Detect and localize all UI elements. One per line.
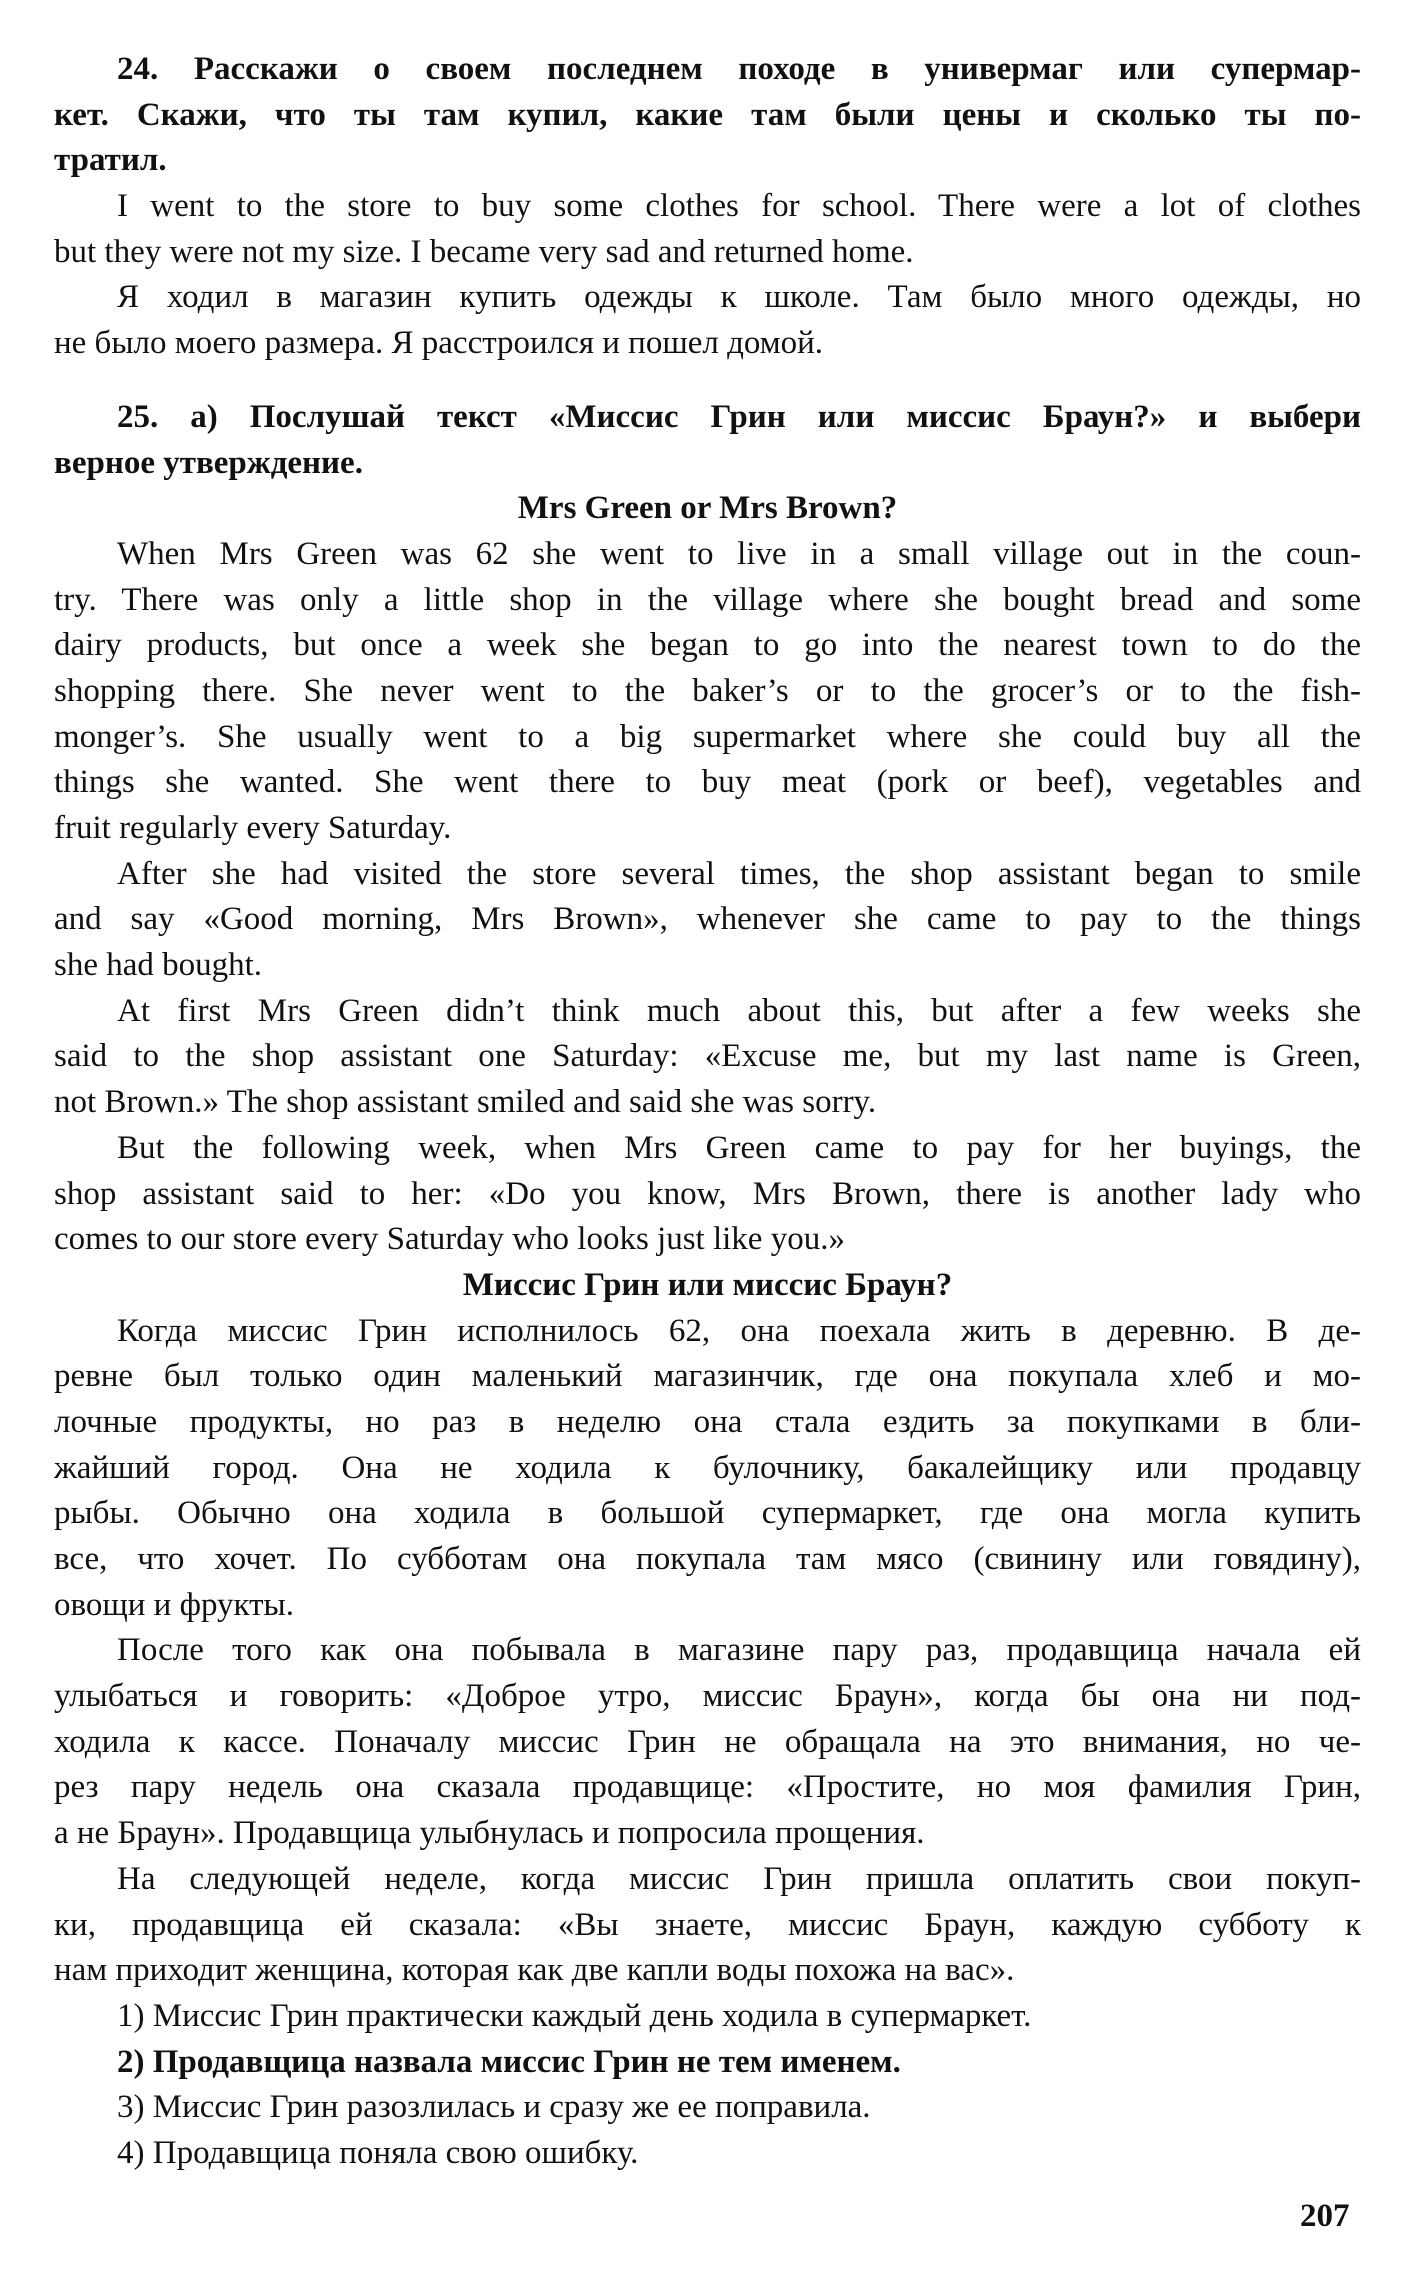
text-line: не было моего размера. Я расстроился и пошел домой. <box>54 325 824 362</box>
text-line: 2) Продавщица назвала миссис Грин не тем именем. <box>117 2043 901 2080</box>
text-line: рыбы. Обычно она ходила в большой супермаркет, где она могла купить <box>54 1495 1361 1532</box>
text-line: 24. Расскажи о своем последнем походе в универмаг или супермар- <box>117 51 1361 87</box>
paragraph <box>54 1309 1361 1629</box>
text-line: At first Mrs Green didn’t think much about this, but after a few weeks she <box>117 992 1361 1029</box>
text-line: жайший город. Она не ходила к булочнику, бакалейщику или продавцу <box>54 1449 1361 1486</box>
text-line: fruit regularly every Saturday. <box>54 810 452 846</box>
text-line: ревне был только один маленький магазинчик, где она покупала хлеб и мо- <box>54 1358 1361 1395</box>
text-line: 4) Продавщица поняла свою ошибку. <box>117 2134 639 2171</box>
text-line: овощи и фрукты. <box>54 1586 294 1623</box>
text-line: Миссис Грин или миссис Браун? <box>462 1266 953 1303</box>
text-line: but they were not my size. I became very sad and returned home. <box>54 233 914 270</box>
text-line: Я ходил в магазин купить одежды к школе. Там было много одежды, но <box>117 279 1361 316</box>
paragraph <box>54 989 1361 1126</box>
page-text <box>54 47 1361 2177</box>
page-number: 207 <box>1300 2198 1350 2234</box>
answer-option <box>54 1994 1361 2040</box>
text-line: ходила к кассе. Поначалу миссис Грин не обращала на это внимания, но че- <box>54 1723 1361 1760</box>
text-line: I went to the store to buy some clothes for school. There were a lot of clothes <box>117 188 1361 225</box>
text-line: said to the shop assistant one Saturday: «Excuse me, but my last name is Green, <box>54 1038 1361 1075</box>
text-title <box>54 486 1361 532</box>
text-line: нам приходит женщина, которая как две капли воды похожа на вас». <box>54 1952 1015 1989</box>
text-line: 25. а) Послушай текст «Миссис Грин или миссис Браун?» и выбери <box>117 398 1361 435</box>
text-line: На следующей неделе, когда миссис Грин пришла оплатить свои покуп- <box>117 1860 1361 1897</box>
paragraph <box>54 852 1361 989</box>
text-line: shopping there. She never went to the baker’s or to the grocer’s or to the fish- <box>54 672 1361 709</box>
text-title <box>54 1263 1361 1309</box>
text-line: ки, продавщица ей сказала: «Вы знаете, миссис Браун, каждую субботу к <box>54 1906 1361 1943</box>
text-line: monger’s. She usually went to a big supermarket where she could buy all the <box>54 718 1361 755</box>
text-line: comes to our store every Saturday who looks just like you.» <box>54 1221 845 1258</box>
paragraph <box>54 395 1361 486</box>
text-line: shop assistant said to her: «Do you know, Mrs Brown, there is another lady who <box>54 1175 1361 1212</box>
paragraph <box>54 275 1361 366</box>
text-line: not Brown.» The shop assistant smiled and said she was sorry. <box>54 1084 877 1121</box>
answer-option <box>54 2040 1361 2086</box>
text-line: she had bought. <box>54 947 263 984</box>
text-line: 1) Миссис Грин практически каждый день ходила в супермаркет. <box>117 1997 1032 2034</box>
text-line: try. There was only a little shop in the village where she bought bread and some <box>54 581 1361 618</box>
text-line: все, что хочет. По субботам она покупала там мясо (свинину или говядину), <box>54 1541 1361 1577</box>
answer-option <box>54 2131 1361 2177</box>
section-gap <box>54 367 1361 395</box>
paragraph <box>54 1857 1361 1994</box>
text-line: лочные продукты, но раз в неделю она стала ездить за покупками в бли- <box>54 1403 1361 1440</box>
paragraph <box>54 1628 1361 1856</box>
text-line: dairy products, but once a week she began to go into the nearest town to do the <box>54 627 1361 664</box>
paragraph <box>54 47 1361 184</box>
text-line: and say «Good morning, Mrs Brown», whenever she came to pay to the things <box>54 901 1361 938</box>
text-line: Mrs Green or Mrs Brown? <box>517 490 898 527</box>
paragraph <box>54 1126 1361 1263</box>
paragraph <box>54 532 1361 852</box>
text-line: рез пару недель она сказала продавщице: «Простите, но моя фамилия Грин, <box>54 1769 1361 1806</box>
text-line: But the following week, when Mrs Green came to pay for her buyings, the <box>117 1129 1361 1166</box>
text-line: тратил. <box>54 142 167 179</box>
text-line: When Mrs Green was 62 she went to live in a small village out in the coun- <box>117 535 1361 572</box>
text-line: 3) Миссис Грин разозлилась и сразу же ее поправила. <box>117 2089 871 2126</box>
text-line: things she wanted. She went there to buy meat (pork or beef), vegetables and <box>54 764 1361 801</box>
text-line: верное утверждение. <box>54 444 363 481</box>
text-line: а не Браун». Продавщица улыбнулась и попросила прощения. <box>54 1815 925 1852</box>
text-line: After she had visited the store several times, the shop assistant began to smile <box>117 855 1361 892</box>
text-line: Когда миссис Грин исполнилось 62, она поехала жить в деревню. В де- <box>117 1312 1361 1349</box>
text-line: улыбаться и говорить: «Доброе утро, миссис Браун», когда бы она ни под- <box>54 1678 1361 1715</box>
paragraph <box>54 184 1361 275</box>
text-line: После того как она побывала в магазине пару раз, продавщица начала ей <box>117 1632 1361 1669</box>
answer-option <box>54 2085 1361 2131</box>
text-line: кет. Скажи, что ты там купил, какие там были цены и сколько ты по- <box>54 96 1361 133</box>
